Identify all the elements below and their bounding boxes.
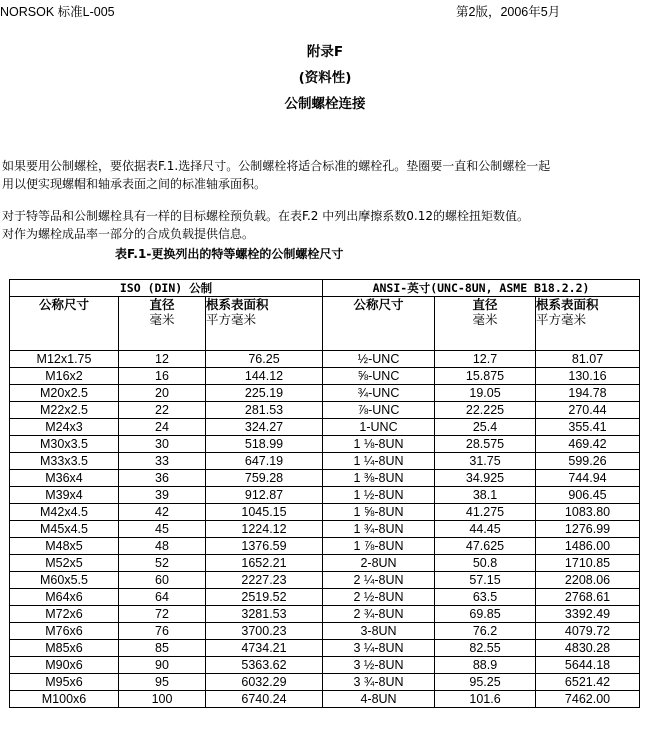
ansi-diameter-cell: 38.1 [435,487,536,504]
ansi-size-cell: 4-8UN [323,691,435,708]
ansi-size-cell: ½-UNC [323,351,435,368]
iso-diameter-cell: 52 [119,555,206,572]
iso-diameter-cell: 12 [119,351,206,368]
iso-root-area-cell: 281.53 [206,402,323,419]
bolt-size-table [9,279,640,708]
ansi-diameter-cell: 12.7 [435,351,536,368]
appendix-type: (资料性) [298,70,352,86]
ansi-diameter-cell: 63.5 [435,589,536,606]
header-doc-id: NORSOK 标准L-005 [0,5,115,19]
ansi-size-cell: 1 ⅛-8UN [323,436,435,453]
table-row [10,572,640,589]
iso-size-cell: M100x6 [10,691,119,708]
iso-root-area-cell: 3700.23 [206,623,323,640]
iso-root-area-cell: 2519.52 [206,589,323,606]
iso-root-area-cell: 6740.24 [206,691,323,708]
appendix-title: 附录F [306,44,344,60]
ansi-root-area-cell: 906.45 [536,487,640,504]
iso-diameter-cell: 36 [119,470,206,487]
iso-diameter-cell: 48 [119,538,206,555]
col-header-unit: 毫米 [149,312,175,327]
ansi-root-area-cell: 7462.00 [536,691,640,708]
iso-size-cell: M12x1.75 [10,351,119,368]
ansi-size-cell: 1 ⅜-8UN [323,470,435,487]
paragraph-1-line-1: 如果要用公制螺栓，要依据表F.1.选择尺寸。公制螺栓将适合标准的螺栓孔。垫圈要一直和公制螺栓一起 [2,159,551,173]
ansi-size-cell: 1-UNC [323,419,435,436]
table-row [10,385,640,402]
iso-size-cell: M24x3 [10,419,119,436]
group-header-iso: ISO (DIN) 公制 [10,280,323,297]
iso-diameter-cell: 30 [119,436,206,453]
table-row [10,368,640,385]
appendix-name: 公制螺栓连接 [284,96,366,112]
ansi-size-cell: ⅝-UNC [323,368,435,385]
ansi-size-cell: 1 ¼-8UN [323,453,435,470]
iso-root-area-cell: 6032.29 [206,674,323,691]
iso-root-area-cell: 1652.21 [206,555,323,572]
ansi-diameter-cell: 57.15 [435,572,536,589]
table-row [10,640,640,657]
ansi-diameter-cell: 34.925 [435,470,536,487]
iso-root-area-cell: 1045.15 [206,504,323,521]
table-row [10,606,640,623]
ansi-root-area-cell: 3392.49 [536,606,640,623]
ansi-diameter-cell: 19.05 [435,385,536,402]
table-row [10,657,640,674]
col-header-iso-diameter [119,297,206,351]
iso-size-cell: M39x4 [10,487,119,504]
iso-size-cell: M20x2.5 [10,385,119,402]
iso-root-area-cell: 3281.53 [206,606,323,623]
ansi-root-area-cell: 270.44 [536,402,640,419]
iso-root-area-cell: 759.28 [206,470,323,487]
iso-diameter-cell: 72 [119,606,206,623]
iso-diameter-cell: 90 [119,657,206,674]
table-row [10,487,640,504]
iso-root-area-cell: 5363.62 [206,657,323,674]
iso-size-cell: M16x2 [10,368,119,385]
iso-diameter-cell: 100 [119,691,206,708]
ansi-size-cell: 1 ⅝-8UN [323,504,435,521]
iso-diameter-cell: 24 [119,419,206,436]
table-row [10,674,640,691]
ansi-root-area-cell: 1486.00 [536,538,640,555]
ansi-diameter-cell: 69.85 [435,606,536,623]
iso-size-cell: M95x6 [10,674,119,691]
iso-size-cell: M42x4.5 [10,504,119,521]
col-header-unit: 毫米 [472,312,498,327]
table-body [10,351,640,708]
ansi-root-area-cell: 2208.06 [536,572,640,589]
iso-root-area-cell: 76.25 [206,351,323,368]
ansi-diameter-cell: 41.275 [435,504,536,521]
ansi-diameter-cell: 15.875 [435,368,536,385]
col-header-label: 根系表面积 [536,297,599,312]
iso-diameter-cell: 95 [119,674,206,691]
iso-diameter-cell: 85 [119,640,206,657]
table-row [10,555,640,572]
ansi-diameter-cell: 22.225 [435,402,536,419]
ansi-diameter-cell: 28.575 [435,436,536,453]
ansi-root-area-cell: 4830.28 [536,640,640,657]
col-header-label: 直径 [149,297,175,312]
iso-root-area-cell: 225.19 [206,385,323,402]
ansi-size-cell: 1 ⅞-8UN [323,538,435,555]
ansi-root-area-cell: 469.42 [536,436,640,453]
ansi-diameter-cell: 44.45 [435,521,536,538]
iso-size-cell: M76x6 [10,623,119,640]
ansi-root-area-cell: 4079.72 [536,623,640,640]
table-caption: 表F.1-更换列出的特等螺栓的公制螺栓尺寸 [115,247,344,261]
ansi-root-area-cell: 1083.80 [536,504,640,521]
iso-root-area-cell: 647.19 [206,453,323,470]
ansi-root-area-cell: 2768.61 [536,589,640,606]
ansi-root-area-cell: 5644.18 [536,657,640,674]
ansi-root-area-cell: 1710.85 [536,555,640,572]
ansi-size-cell: 1 ¾-8UN [323,521,435,538]
ansi-root-area-cell: 599.26 [536,453,640,470]
ansi-size-cell: 2 ¾-8UN [323,606,435,623]
col-header-iso-size [10,297,119,351]
table-row [10,419,640,436]
table-row [10,351,640,368]
paragraph-2-line-1: 对于特等品和公制螺栓具有一样的目标螺栓预负载。在表F.2 中列出摩擦系数0.12的螺栓扭矩数值。 [2,209,529,223]
iso-root-area-cell: 912.87 [206,487,323,504]
iso-diameter-cell: 42 [119,504,206,521]
table-row [10,589,640,606]
iso-root-area-cell: 4734.21 [206,640,323,657]
iso-root-area-cell: 2227.23 [206,572,323,589]
iso-diameter-cell: 64 [119,589,206,606]
col-header-label: 根系表面积 [206,297,269,312]
paragraph-1-line-2: 用以便实现螺帽和轴承表面之间的标准轴承面积。 [2,177,267,191]
paragraph-2-line-2: 对作为螺栓成品率一部分的合成负载提供信息。 [2,227,255,241]
iso-diameter-cell: 16 [119,368,206,385]
iso-size-cell: M52x5 [10,555,119,572]
iso-root-area-cell: 1376.59 [206,538,323,555]
ansi-diameter-cell: 31.75 [435,453,536,470]
iso-size-cell: M36x4 [10,470,119,487]
col-header-iso-root-area [206,297,323,351]
iso-diameter-cell: 33 [119,453,206,470]
ansi-diameter-cell: 82.55 [435,640,536,657]
iso-diameter-cell: 76 [119,623,206,640]
ansi-size-cell: 2 ½-8UN [323,589,435,606]
iso-size-cell: M72x6 [10,606,119,623]
ansi-root-area-cell: 1276.99 [536,521,640,538]
table-row [10,402,640,419]
iso-root-area-cell: 324.27 [206,419,323,436]
col-header-ansi-root-area [536,297,640,351]
iso-diameter-cell: 45 [119,521,206,538]
iso-diameter-cell: 39 [119,487,206,504]
group-header-ansi: ANSI-英寸(UNC-8UN, ASME B18.2.2) [323,280,640,297]
col-header-unit: 平方毫米 [206,312,257,327]
table-row [10,470,640,487]
iso-size-cell: M30x3.5 [10,436,119,453]
header-edition: 第2版，2006年5月 [456,5,561,19]
ansi-diameter-cell: 50.8 [435,555,536,572]
ansi-root-area-cell: 6521.42 [536,674,640,691]
ansi-size-cell: 3-8UN [323,623,435,640]
col-header-label: 公称尺寸 [38,297,89,312]
col-header-ansi-diameter [435,297,536,351]
ansi-diameter-cell: 25.4 [435,419,536,436]
iso-size-cell: M45x4.5 [10,521,119,538]
ansi-diameter-cell: 47.625 [435,538,536,555]
ansi-size-cell: ¾-UNC [323,385,435,402]
iso-size-cell: M33x3.5 [10,453,119,470]
iso-root-area-cell: 144.12 [206,368,323,385]
iso-size-cell: M22x2.5 [10,402,119,419]
iso-size-cell: M60x5.5 [10,572,119,589]
ansi-size-cell: ⅞-UNC [323,402,435,419]
col-header-label: 直径 [472,297,498,312]
iso-size-cell: M48x5 [10,538,119,555]
ansi-root-area-cell: 744.94 [536,470,640,487]
iso-size-cell: M85x6 [10,640,119,657]
ansi-size-cell: 3 ¼-8UN [323,640,435,657]
table-row [10,623,640,640]
table-row [10,436,640,453]
ansi-diameter-cell: 88.9 [435,657,536,674]
col-header-ansi-size [323,297,435,351]
ansi-size-cell: 2 ¼-8UN [323,572,435,589]
iso-size-cell: M64x6 [10,589,119,606]
table-row [10,504,640,521]
ansi-diameter-cell: 95.25 [435,674,536,691]
iso-size-cell: M90x6 [10,657,119,674]
ansi-root-area-cell: 194.78 [536,385,640,402]
table-row [10,521,640,538]
ansi-root-area-cell: 81.07 [536,351,640,368]
ansi-size-cell: 3 ¾-8UN [323,674,435,691]
ansi-size-cell: 3 ½-8UN [323,657,435,674]
ansi-size-cell: 2-8UN [323,555,435,572]
ansi-root-area-cell: 130.16 [536,368,640,385]
iso-root-area-cell: 518.99 [206,436,323,453]
col-header-unit: 平方毫米 [536,312,587,327]
iso-diameter-cell: 20 [119,385,206,402]
table-row [10,453,640,470]
iso-diameter-cell: 22 [119,402,206,419]
ansi-size-cell: 1 ½-8UN [323,487,435,504]
ansi-diameter-cell: 76.2 [435,623,536,640]
ansi-root-area-cell: 355.41 [536,419,640,436]
table-row [10,691,640,708]
col-header-label: 公称尺寸 [353,297,404,312]
ansi-diameter-cell: 101.6 [435,691,536,708]
iso-root-area-cell: 1224.12 [206,521,323,538]
table-row [10,538,640,555]
iso-diameter-cell: 60 [119,572,206,589]
